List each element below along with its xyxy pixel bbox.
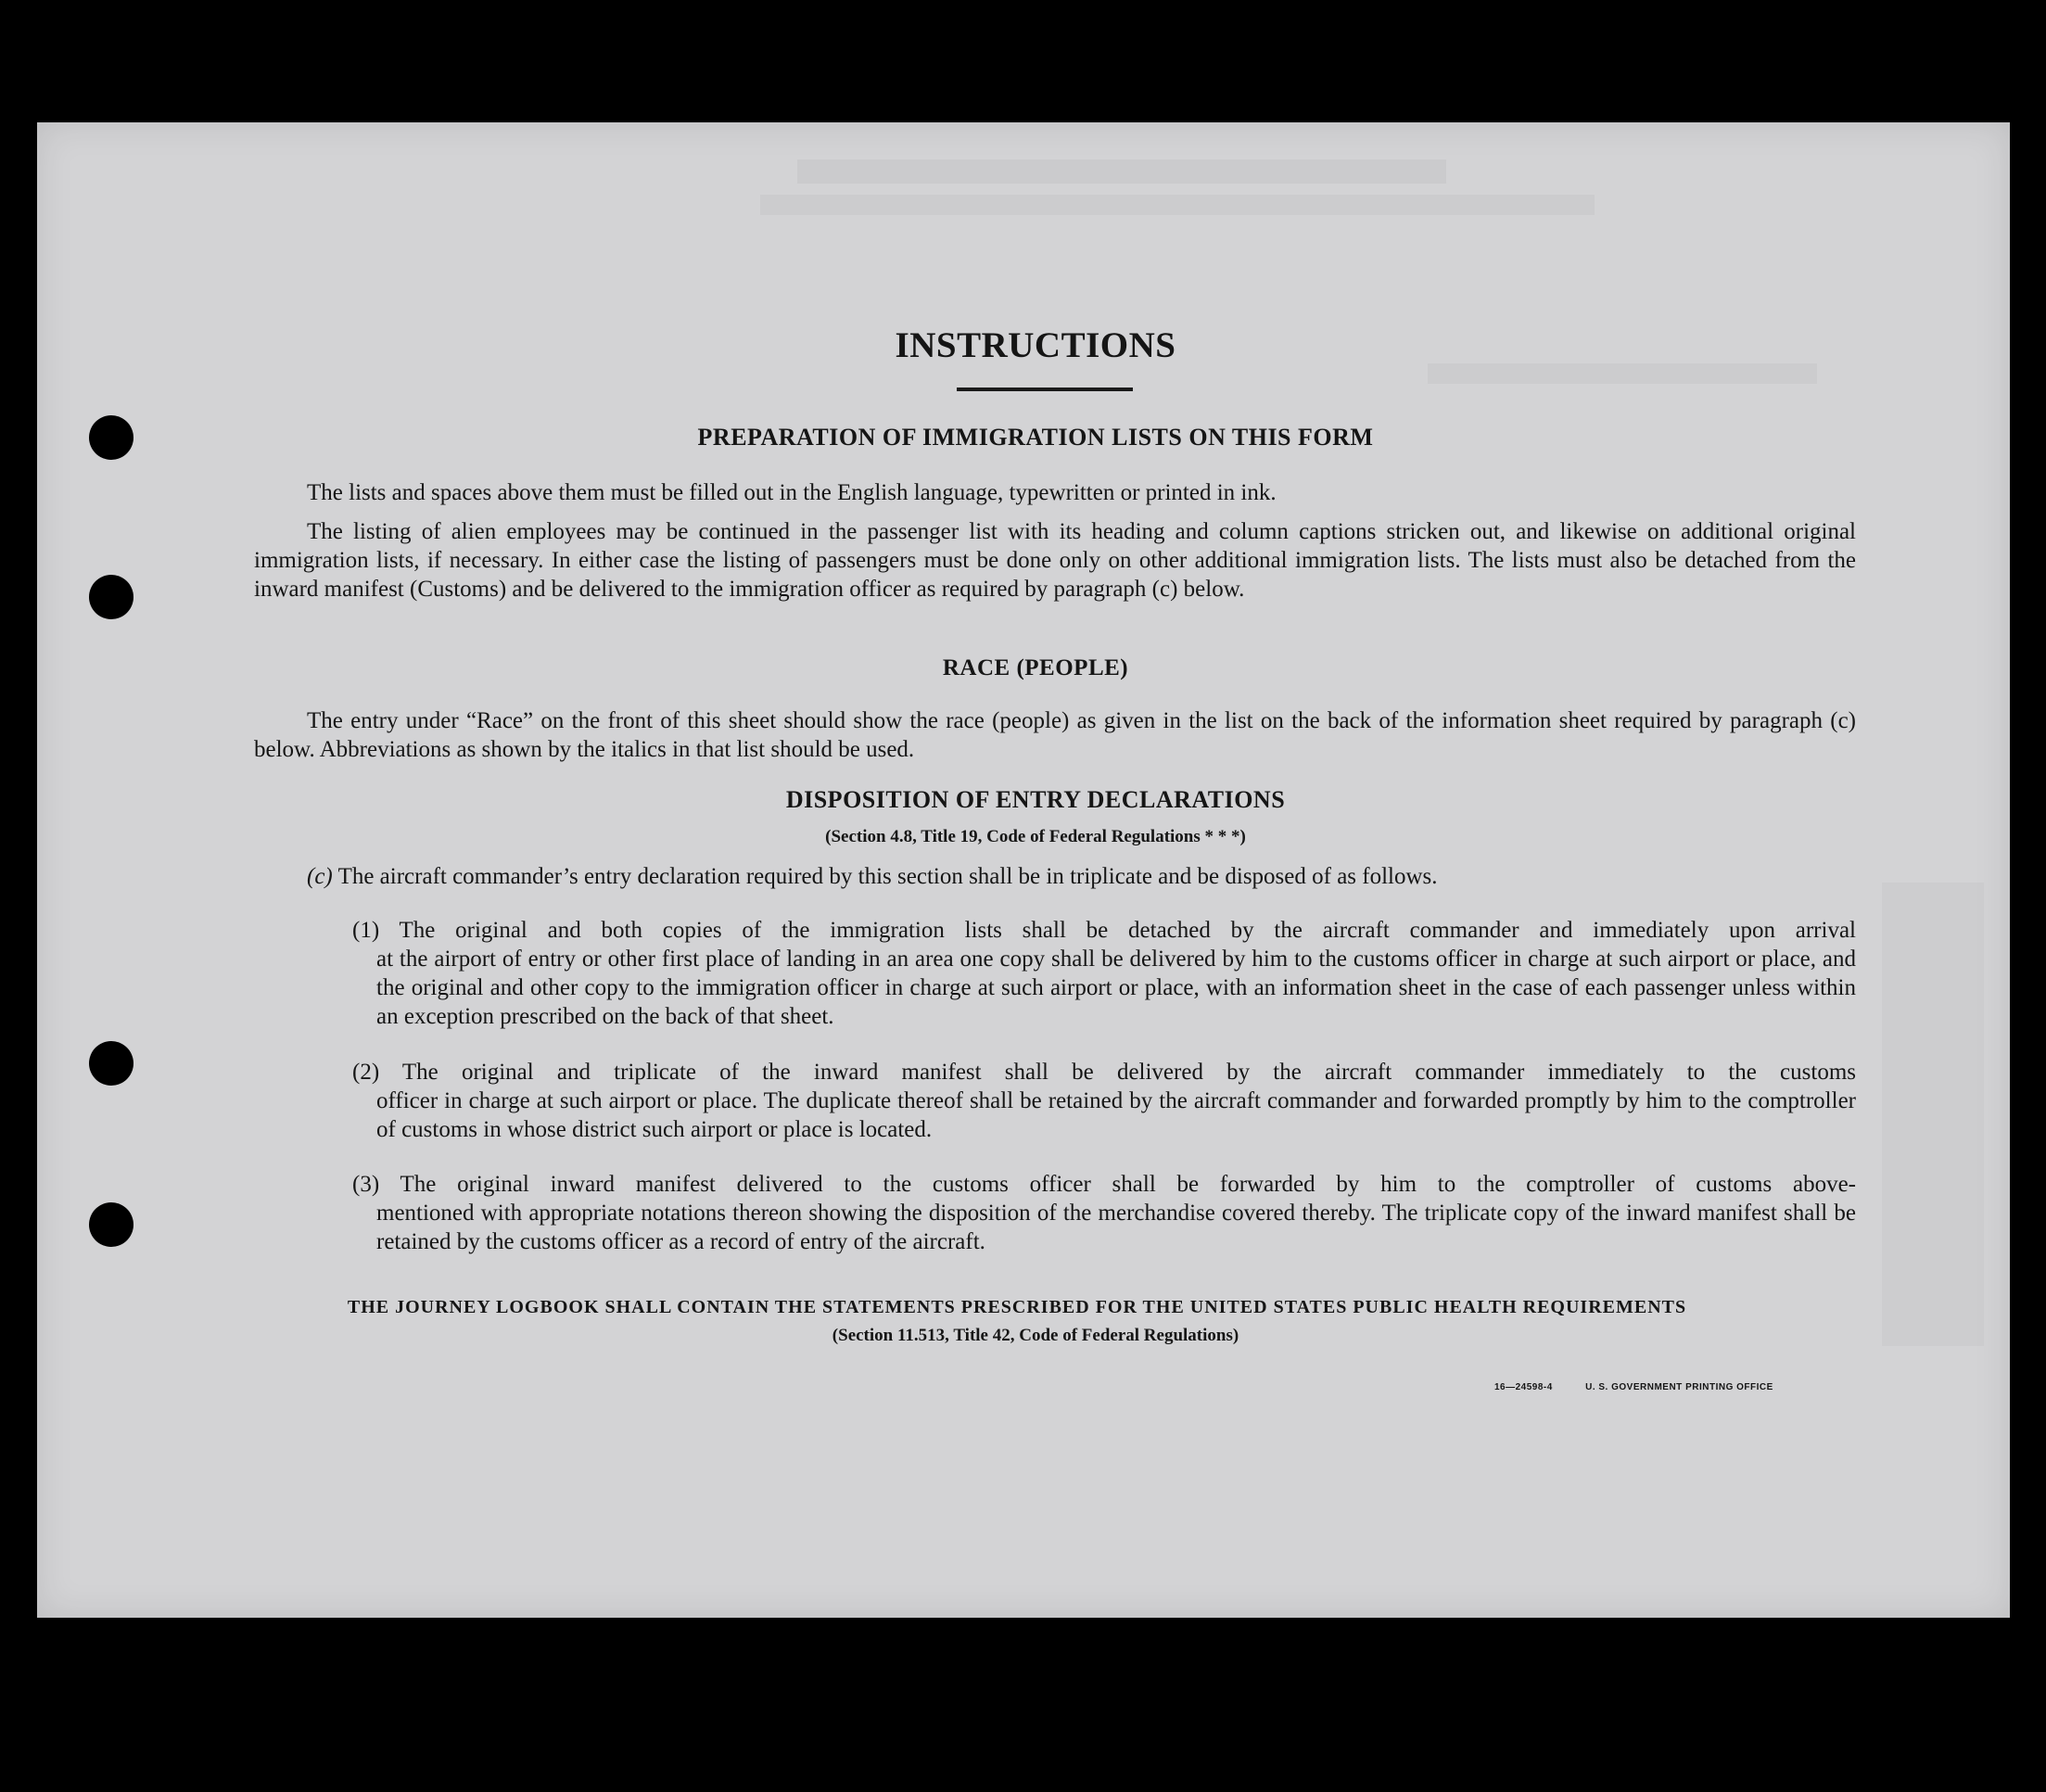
- disposition-heading: DISPOSITION OF ENTRY DECLARATIONS: [785, 786, 1286, 813]
- disposition-item-2: [352, 1058, 1856, 1144]
- race-paragraph: The entry under “Race” on the front of this sheet should show the race (people) as given in the list on the back of the information sheet required by paragraph (c) below. Abbreviations as shown by the italics in that list should be used.: [254, 708, 1856, 762]
- race-heading: RACE (PEOPLE): [942, 655, 1129, 680]
- item-number: (3): [352, 1172, 380, 1197]
- logbook-statement: THE JOURNEY LOGBOOK SHALL CONTAIN THE STATEMENTS PRESCRIBED FOR THE UNITED STATES PUBLIC HEALTH REQUIREMENTS: [347, 1297, 1687, 1317]
- intro-text: The aircraft commander’s entry declaration required by this section shall be in triplicate and be disposed of as follows.: [337, 864, 1438, 889]
- disposition-item-1: [352, 916, 1856, 1031]
- form-number: 16—24598-4: [1494, 1382, 1553, 1392]
- item-body: at the airport of entry or other first place of landing in an area one copy shall be delivered by him to the customs officer in charge at such airport or place, and the original and other copy to the immigration officer in charge at such airport or place, with an information sheet in the case of each passenger unless within an exception prescribed on the back of that sheet.: [376, 947, 1856, 1029]
- disposition-intro: [307, 862, 1856, 891]
- item-first-line: The original and triplicate of the inward manifest shall be delivered by the aircraft commander immediately to the customs: [401, 1060, 1856, 1085]
- item-number: (2): [352, 1060, 380, 1085]
- item-body: officer in charge at such airport or place. The duplicate thereof shall be retained by the aircraft commander and forwarded promptly by him to the comptroller of customs in whose district such airport or place is located.: [376, 1088, 1856, 1142]
- punch-hole: [89, 415, 133, 460]
- disposition-citation: (Section 4.8, Title 19, Code of Federal Regulations * * *): [825, 827, 1246, 846]
- page-title: INSTRUCTIONS: [895, 325, 1176, 365]
- bleed-through: [797, 159, 1446, 184]
- bleed-through: [1428, 363, 1817, 384]
- document-page: [37, 122, 2010, 1618]
- punch-hole: [89, 575, 133, 619]
- printer-imprint: [1494, 1382, 1803, 1392]
- item-number: (1): [352, 918, 380, 943]
- punch-hole: [89, 1202, 133, 1247]
- item-first-line: The original and both copies of the immigration lists shall be detached by the aircraft commander and immediately upon arrival: [399, 918, 1856, 943]
- title-underline: [957, 388, 1133, 391]
- intro-label: (c): [307, 864, 333, 889]
- disposition-item-3: [352, 1170, 1856, 1256]
- immigration-paragraph-1: The lists and spaces above them must be filled out in the English language, typewritten or printed in ink.: [307, 480, 1277, 505]
- item-body: mentioned with appropriate notations thereon showing the disposition of the merchandise covered thereby. The triplicate copy of the inward manifest shall be retained by the customs officer as a record of entry of the aircraft.: [376, 1201, 1856, 1254]
- immigration-paragraph-2: The listing of alien employees may be continued in the passenger list with its heading and column captions stricken out, and likewise on additional original immigration lists, if necessary. In either case the listing of passengers must be done only on other additional immigration lists. The lists must also be detached from the inward manifest (Customs) and be delivered to the immigration officer as required by paragraph (c) below.: [254, 519, 1856, 602]
- immigration-heading: PREPARATION OF IMMIGRATION LISTS ON THIS FORM: [697, 424, 1374, 451]
- printer-name: U. S. GOVERNMENT PRINTING OFFICE: [1585, 1382, 1773, 1392]
- logbook-citation: (Section 11.513, Title 42, Code of Federal Regulations): [832, 1326, 1239, 1345]
- bleed-through: [760, 195, 1595, 215]
- punch-hole: [89, 1041, 133, 1086]
- item-first-line: The original inward manifest delivered to the customs officer shall be forwarded by him to the comptroller of customs above-: [400, 1172, 1856, 1197]
- bleed-through: [1882, 883, 1984, 1346]
